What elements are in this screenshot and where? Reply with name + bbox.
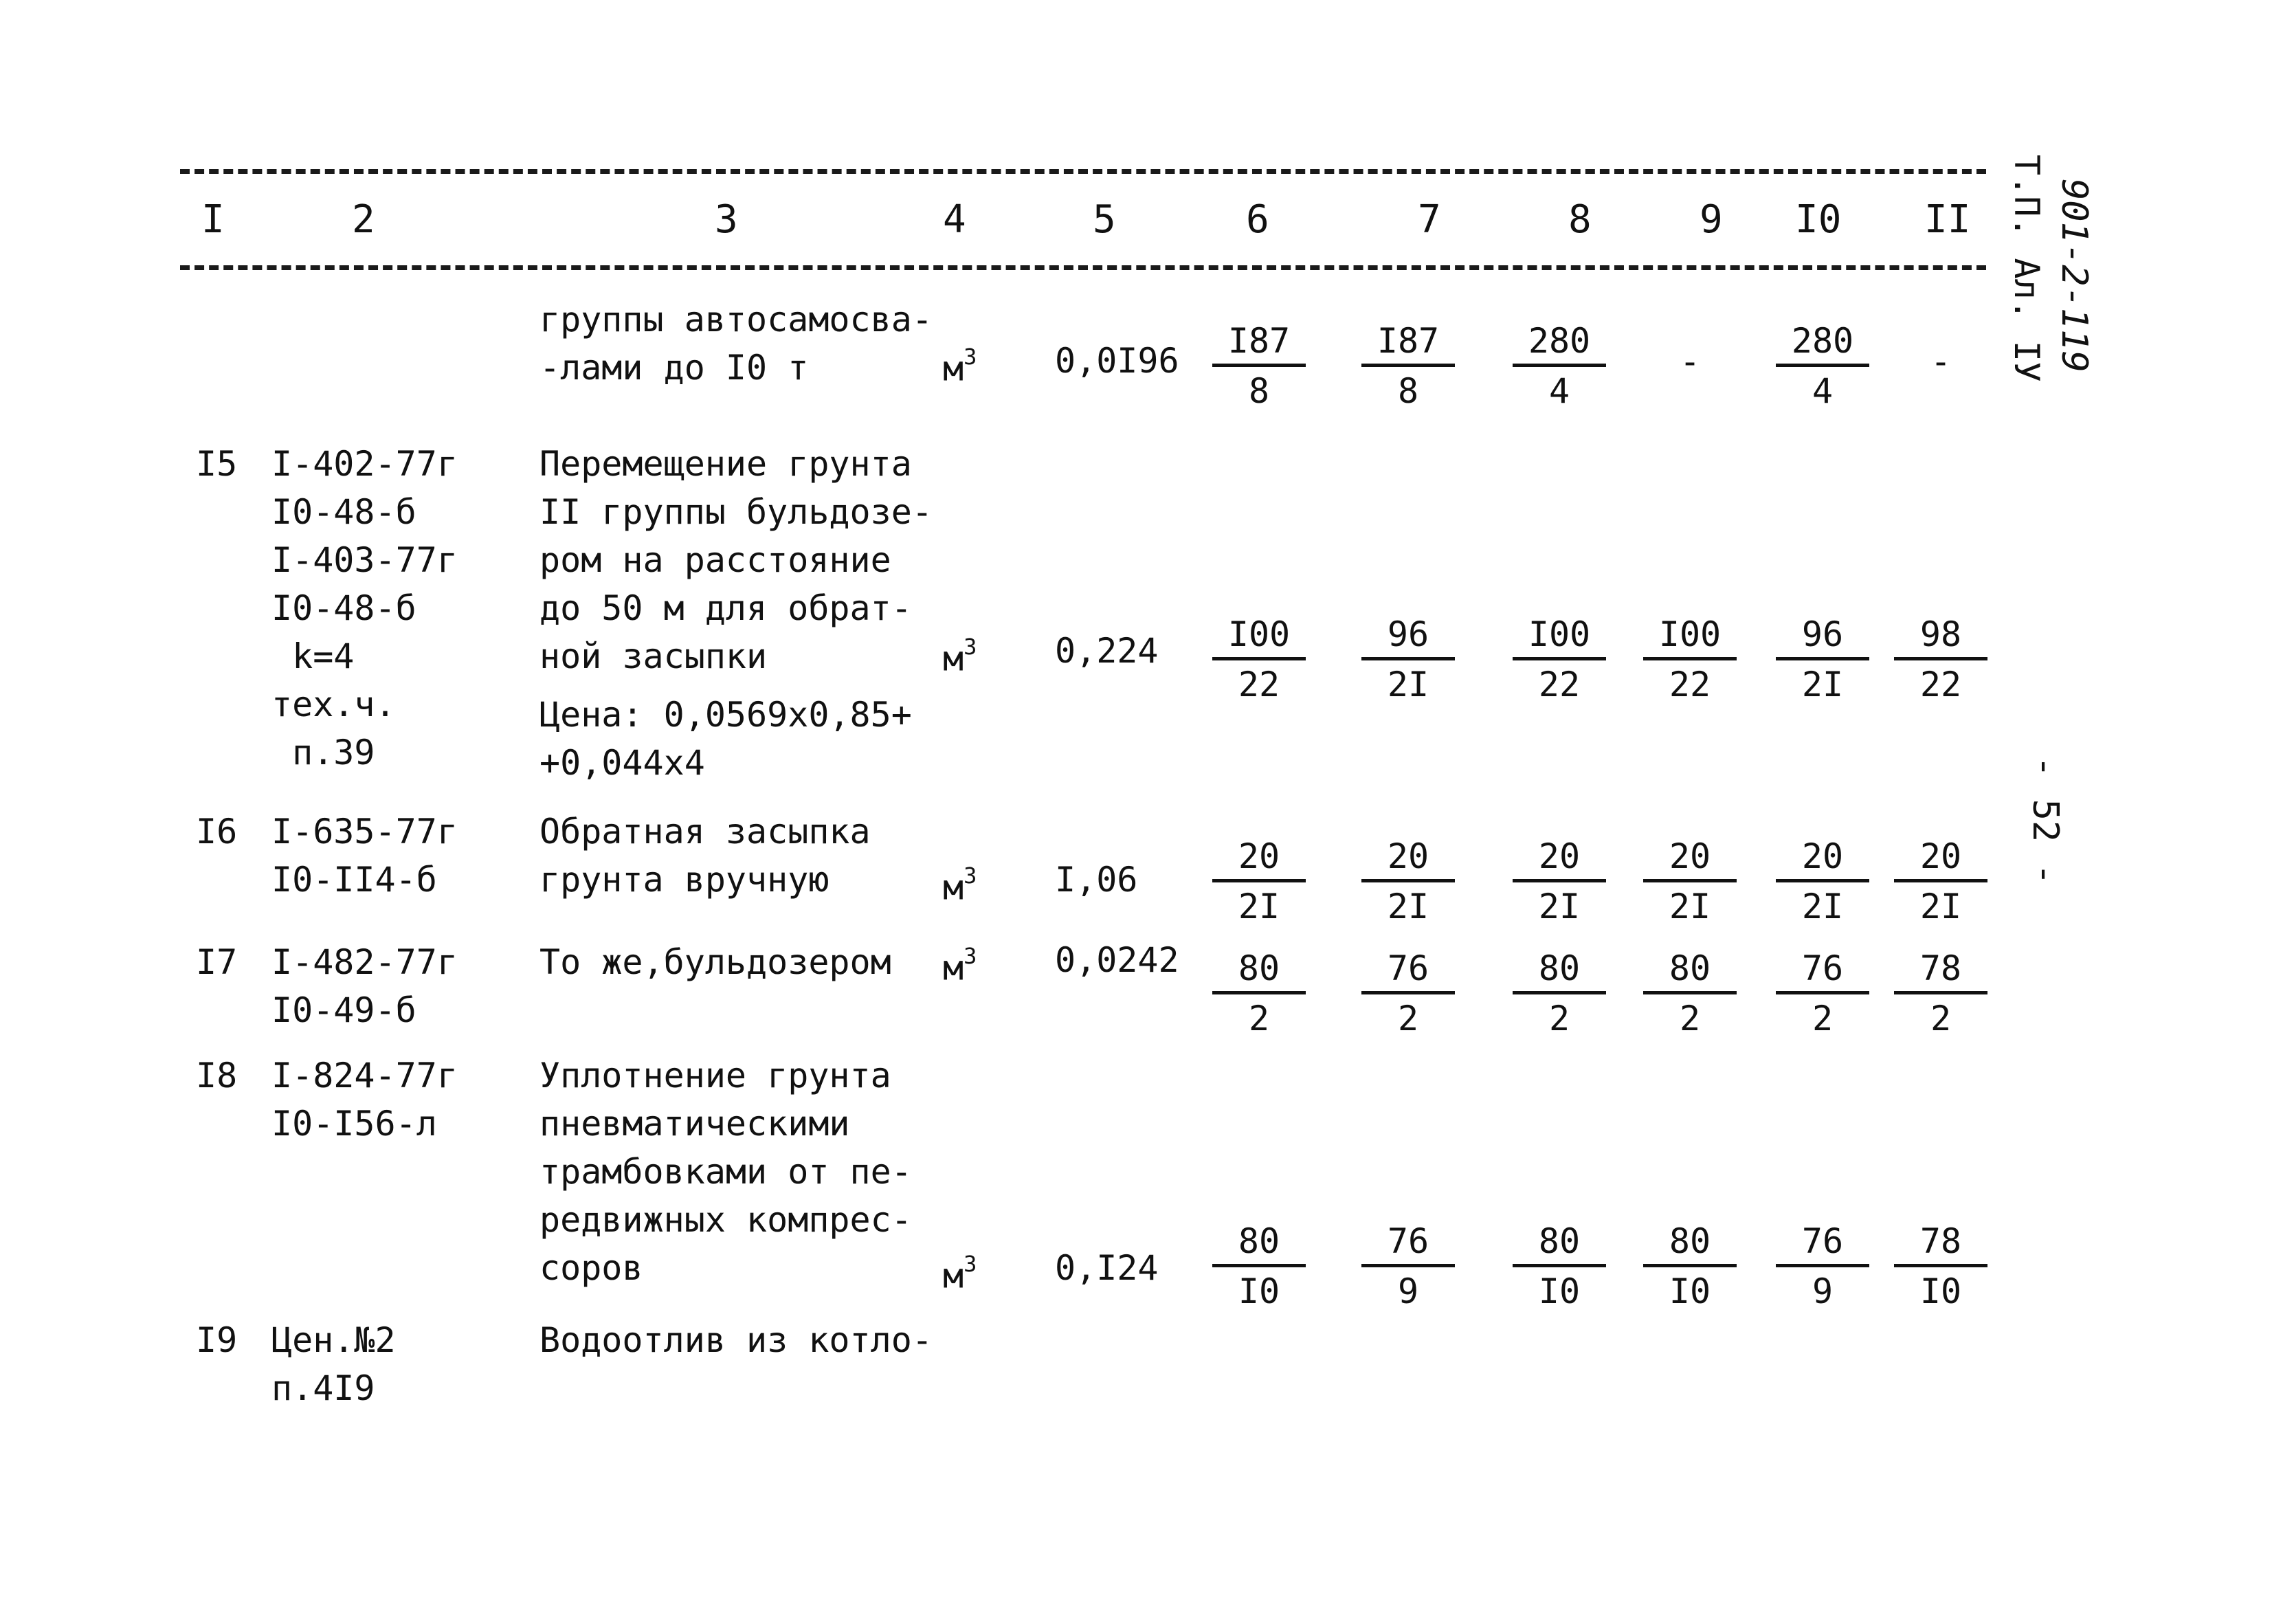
value-fraction — [1508, 1220, 1610, 1313]
fraction-denominator: 2I — [1238, 887, 1280, 926]
unit-cell — [943, 627, 977, 683]
fraction-denominator: I0 — [1669, 1271, 1711, 1311]
value-fraction — [1772, 1220, 1873, 1313]
unit-exponent: 3 — [964, 1251, 977, 1277]
fraction-numerator: 20 — [1361, 835, 1455, 882]
fraction-denominator: 2I — [1919, 887, 1962, 926]
norm-code: I-402-77г I0-48-б I-403-77г I0-48-б k=4 тех.ч. п.39 — [271, 444, 458, 772]
col-header: I0 — [1795, 197, 1842, 242]
value-fraction — [1772, 835, 1873, 928]
col-header: I — [201, 197, 225, 242]
row-number: I6 — [196, 812, 238, 852]
fraction-denominator: 4 — [1548, 371, 1570, 411]
fraction-denominator: 2 — [1812, 999, 1834, 1038]
fraction-numerator: 20 — [1212, 835, 1306, 882]
fraction-numerator: 78 — [1894, 1220, 1987, 1267]
value-fraction — [1208, 320, 1310, 412]
value-fraction — [1890, 947, 1992, 1040]
fraction-denominator: 22 — [1669, 665, 1711, 704]
value-fraction — [1890, 613, 1992, 706]
value-fraction — [1208, 947, 1310, 1040]
norm-code: I-635-77г I0-II4-б — [271, 812, 458, 900]
value-fraction — [1508, 613, 1610, 706]
unit-cell — [943, 337, 977, 393]
fraction-denominator: I0 — [1238, 1271, 1280, 1311]
fraction-denominator: 2I — [1538, 887, 1581, 926]
fraction-denominator: 2 — [1248, 999, 1270, 1038]
value-fraction — [1890, 1220, 1992, 1313]
work-description: Уплотнение грунта пневматическими трамбовками от пе- редвижных компрес- соров — [539, 1056, 912, 1288]
fraction-numerator: 76 — [1361, 947, 1455, 994]
fraction-denominator: 22 — [1919, 665, 1962, 704]
value-fraction — [1639, 947, 1741, 1040]
row-number: I7 — [196, 942, 238, 982]
fraction-numerator: 96 — [1361, 613, 1455, 660]
unit-cell — [943, 936, 977, 992]
value-fraction — [1772, 320, 1873, 412]
fraction-numerator: I00 — [1643, 613, 1737, 660]
unit-exponent: 3 — [964, 344, 977, 370]
price-formula: Цена: 0,0569х0,85+ +0,044х4 — [539, 695, 912, 783]
empty-value: - — [1930, 342, 1952, 381]
col-header: 4 — [943, 197, 966, 242]
fraction-denominator: I0 — [1919, 1271, 1962, 1311]
album-label: Т.П. Ал. IУ — [2007, 155, 2047, 383]
fraction-denominator: 22 — [1538, 665, 1581, 704]
fraction-numerator: 80 — [1212, 1220, 1306, 1267]
value-fraction — [1508, 835, 1610, 928]
fraction-numerator: I00 — [1513, 613, 1606, 660]
value-fraction — [1208, 613, 1310, 706]
fraction-denominator: 8 — [1397, 371, 1419, 411]
fraction-numerator: 76 — [1776, 947, 1869, 994]
fraction-numerator: 20 — [1643, 835, 1737, 882]
unit-base: м — [943, 867, 964, 908]
value-fraction — [1357, 320, 1459, 412]
quantity: 0,0242 — [1055, 940, 1179, 980]
page-number: - 52 - — [2025, 756, 2066, 885]
value-fraction — [1357, 613, 1459, 706]
unit-exponent: 3 — [964, 634, 977, 660]
header-top-rule — [180, 169, 1986, 174]
fraction-numerator: 76 — [1776, 1220, 1869, 1267]
value-fraction — [1357, 1220, 1459, 1313]
fraction-denominator: 2I — [1669, 887, 1711, 926]
col-header: 5 — [1093, 197, 1116, 242]
row-number: I9 — [196, 1320, 238, 1360]
fraction-numerator: 20 — [1894, 835, 1987, 882]
work-description: Обратная засыпка грунта вручную — [539, 812, 871, 900]
col-header: 6 — [1246, 197, 1269, 242]
fraction-numerator: 280 — [1513, 320, 1606, 367]
empty-value: - — [1679, 342, 1701, 381]
value-fraction — [1639, 835, 1741, 928]
quantity: 0,I24 — [1055, 1248, 1159, 1288]
fraction-denominator: 9 — [1812, 1271, 1834, 1311]
unit-cell — [943, 856, 977, 912]
col-header: 3 — [715, 197, 738, 242]
value-fraction — [1639, 1220, 1741, 1313]
fraction-denominator: I0 — [1538, 1271, 1581, 1311]
value-fraction — [1208, 835, 1310, 928]
fraction-denominator: 2 — [1548, 999, 1570, 1038]
series-number: 901-2-119 — [2053, 179, 2095, 372]
col-header: 2 — [352, 197, 375, 242]
value-fraction — [1890, 835, 1992, 928]
fraction-numerator: 80 — [1212, 947, 1306, 994]
fraction-numerator: I00 — [1212, 613, 1306, 660]
fraction-numerator: I87 — [1361, 320, 1455, 367]
quantity: 0,0I96 — [1055, 341, 1179, 381]
work-description: Водоотлив из котло- — [539, 1320, 933, 1360]
unit-base: м — [943, 348, 964, 389]
col-header: 9 — [1700, 197, 1723, 242]
value-fraction — [1208, 1220, 1310, 1313]
value-fraction — [1357, 947, 1459, 1040]
value-fraction — [1639, 613, 1741, 706]
fraction-numerator: 20 — [1776, 835, 1869, 882]
fraction-denominator: 2I — [1801, 887, 1844, 926]
fraction-numerator: 80 — [1643, 1220, 1737, 1267]
value-fraction — [1772, 947, 1873, 1040]
fraction-numerator: 76 — [1361, 1220, 1455, 1267]
work-description: То же,бульдозером — [539, 942, 891, 982]
col-header: 8 — [1568, 197, 1592, 242]
fraction-denominator: 2 — [1930, 999, 1952, 1038]
unit-base: м — [943, 638, 964, 679]
fraction-numerator: 80 — [1513, 947, 1606, 994]
norm-code: I-824-77г I0-I56-л — [271, 1056, 458, 1144]
unit-exponent: 3 — [964, 943, 977, 969]
fraction-denominator: 2 — [1679, 999, 1701, 1038]
fraction-denominator: 22 — [1238, 665, 1280, 704]
value-fraction — [1508, 320, 1610, 412]
fraction-numerator: 96 — [1776, 613, 1869, 660]
fraction-denominator: 9 — [1397, 1271, 1419, 1311]
fraction-denominator: 2I — [1387, 887, 1429, 926]
fraction-denominator: 4 — [1812, 371, 1834, 411]
quantity: I,06 — [1055, 860, 1138, 900]
row-number: I5 — [196, 444, 238, 484]
quantity: 0,224 — [1055, 631, 1159, 671]
fraction-numerator: 20 — [1513, 835, 1606, 882]
norm-code: I-482-77г I0-49-б — [271, 942, 458, 1030]
fraction-denominator: 2I — [1801, 665, 1844, 704]
fraction-numerator: I87 — [1212, 320, 1306, 367]
unit-base: м — [943, 1256, 964, 1296]
norm-code: Цен.№2 п.4I9 — [271, 1320, 396, 1408]
work-description: Перемещение грунта II группы бульдозе- ром на расстояние до 50 м для обрат- ной засыпки — [539, 444, 933, 676]
unit-cell — [943, 1244, 977, 1300]
unit-exponent: 3 — [964, 863, 977, 889]
fraction-numerator: 98 — [1894, 613, 1987, 660]
fraction-denominator: 2 — [1397, 999, 1419, 1038]
fraction-numerator: 280 — [1776, 320, 1869, 367]
col-header: 7 — [1418, 197, 1441, 242]
value-fraction — [1772, 613, 1873, 706]
row-number: I8 — [196, 1056, 238, 1095]
unit-base: м — [943, 948, 964, 988]
work-description: группы автосамосва- -лами до I0 т — [539, 300, 933, 388]
fraction-numerator: 78 — [1894, 947, 1987, 994]
header-bottom-rule — [180, 265, 1986, 270]
fraction-denominator: 8 — [1248, 371, 1270, 411]
value-fraction — [1357, 835, 1459, 928]
fraction-numerator: 80 — [1513, 1220, 1606, 1267]
fraction-denominator: 2I — [1387, 665, 1429, 704]
fraction-numerator: 80 — [1643, 947, 1737, 994]
col-header: II — [1924, 197, 1971, 242]
value-fraction — [1508, 947, 1610, 1040]
